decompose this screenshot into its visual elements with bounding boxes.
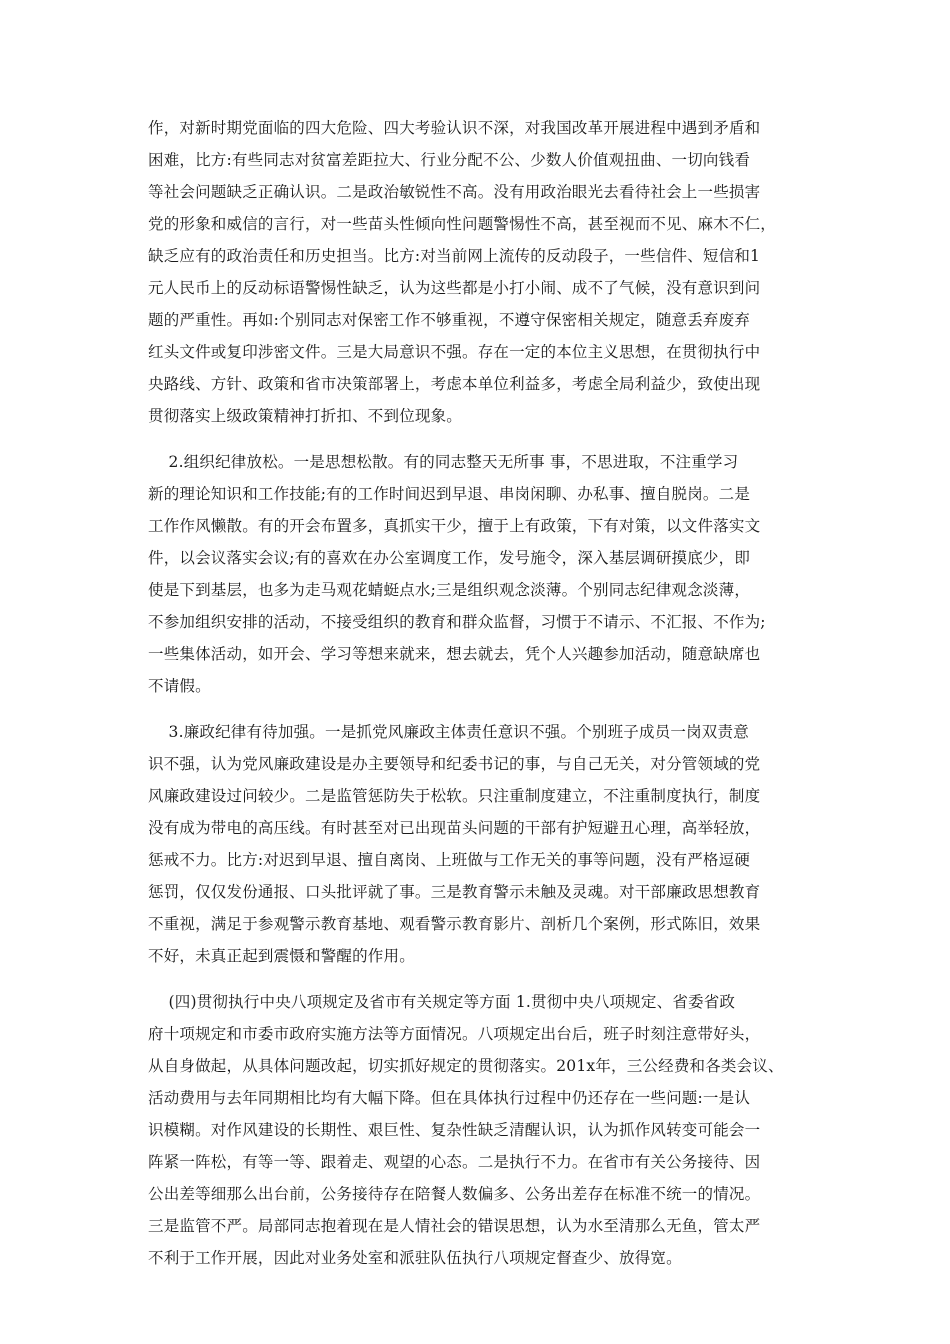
paragraph-3-line-8: 不好，未真正起到震慑和警醒的作用。 — [148, 947, 415, 965]
paragraph-2-line-4: 件，以会议落实会议;有的喜欢在办公室调度工作，发号施令，深入基层调研摸底少，即 — [148, 549, 751, 567]
paragraph-2-line-2: 新的理论知识和工作技能;有的工作时间迟到早退、串岗闲聊、办私事、擅自脱岗。二是 — [148, 485, 751, 503]
paragraph-1-line-7: 题的严重性。再如:个别同志对保密工作不够重视，不遵守保密相关规定，随意丢弃废弃 — [148, 311, 751, 329]
paragraph-4-line-8: 三是监管不严。局部同志抱着现在是人情社会的错误思想，认为水至清那么无鱼，管太严 — [148, 1217, 761, 1235]
paragraph-3-line-4: 没有成为带电的高压线。有时甚至对已出现苗头问题的干部有护短避丑心理，高举轻放， — [148, 819, 761, 837]
paragraph-1-line-1: 作，对新时期党面临的四大危险、四大考验认识不深，对我国改革开展进程中遇到矛盾和 — [148, 119, 761, 137]
paragraph-4-line-4: 活动费用与去年同期相比均有大幅下降。但在具体执行过程中仍还存在一些问题:一是认 — [148, 1089, 751, 1107]
paragraph-4-line-1: (四)贯彻执行中央八项规定及省市有关规定等方面 1.贯彻中央八项规定、省委省政 — [148, 993, 736, 1011]
paragraph-4-line-5: 识模糊。对作风建设的长期性、艰巨性、复杂性缺乏清醒认识，认为抓作风转变可能会一 — [148, 1121, 761, 1139]
paragraph-1-line-5: 缺乏应有的政治责任和历史担当。比方:对当前网上流传的反动段子，一些信件、短信和1 — [148, 247, 761, 265]
paragraph-2-line-1: 2.组织纪律放松。一是思想松散。有的同志整天无所事 事，不思进取，不注重学习 — [148, 453, 739, 471]
paragraph-4-line-2: 府十项规定和市委市政府实施方法等方面情况。八项规定出台后，班子时刻注意带好头， — [148, 1025, 761, 1043]
paragraph-4-line-6: 阵紧一阵松，有等一等、跟着走、观望的心态。二是执行不力。在省市有关公务接待、因 — [148, 1153, 761, 1171]
paragraph-3-line-5: 惩戒不力。比方:对迟到早退、擅自离岗、上班做与工作无关的事等问题，没有严格逗硬 — [148, 851, 751, 869]
paragraph-3-line-6: 惩罚，仅仅发份通报、口头批评就了事。三是教育警示未触及灵魂。对干部廉政思想教育 — [148, 883, 761, 901]
paragraph-3-line-1: 3.廉政纪律有待加强。一是抓党风廉政主体责任意识不强。个别班子成员一岗双责意 — [148, 723, 749, 741]
paragraph-3-line-3: 风廉政建设过问较少。二是监管惩防失于松软。只注重制度建立，不注重制度执行，制度 — [148, 787, 761, 805]
paragraph-1-line-2: 困难，比方:有些同志对贫富差距拉大、行业分配不公、少数人价值观扭曲、一切向钱看 — [148, 151, 751, 169]
paragraph-4-line-3: 从自身做起，从具体问题改起，切实抓好规定的贯彻落实。201x年，三公经费和各类会议、 — [148, 1057, 784, 1075]
paragraph-1-line-8: 红头文件或复印涉密文件。三是大局意识不强。存在一定的本位主义思想，在贯彻执行中 — [148, 343, 761, 361]
paragraph-4-line-7: 公出差等细那么出台前，公务接待存在陪餐人数偏多、公务出差存在标准不统一的情况。 — [148, 1185, 761, 1203]
paragraph-2-line-7: 一些集体活动，如开会、学习等想来就来，想去就去，凭个人兴趣参加活动，随意缺席也 — [148, 645, 761, 663]
paragraph-1-line-4: 党的形象和威信的言行，对一些苗头性倾向性问题警惕性不高，甚至视而不见、麻木不仁， — [148, 215, 777, 233]
paragraph-1-line-6: 元人民币上的反动标语警惕性缺乏，认为这些都是小打小闹、成不了气候，没有意识到问 — [148, 279, 761, 297]
paragraph-2-line-8: 不请假。 — [148, 677, 211, 695]
paragraph-3-line-2: 识不强，认为党风廉政建设是办主要领导和纪委书记的事，与自己无关，对分管领域的党 — [148, 755, 761, 773]
paragraph-4-line-9: 不利于工作开展，因此对业务处室和派驻队伍执行八项规定督查少、放得宽。 — [148, 1249, 682, 1267]
paragraph-2-line-3: 工作作风懒散。有的开会布置多，真抓实干少，擅于上有政策，下有对策，以文件落实文 — [148, 517, 761, 535]
paragraph-2-line-6: 不参加组织安排的活动，不接受组织的教育和群众监督，习惯于不请示、不汇报、不作为; — [148, 613, 766, 631]
paragraph-1-line-10: 贯彻落实上级政策精神打折扣、不到位现象。 — [148, 407, 463, 425]
paragraph-3-line-7: 不重视，满足于参观警示教育基地、观看警示教育影片、剖析几个案例，形式陈旧，效果 — [148, 915, 761, 933]
paragraph-1-line-3: 等社会问题缺乏正确认识。二是政治敏锐性不高。没有用政治眼光去看待社会上一些损害 — [148, 183, 761, 201]
paragraph-1-line-9: 央路线、方针、政策和省市决策部署上，考虑本单位利益多，考虑全局利益少，致使出现 — [148, 375, 761, 393]
paragraph-2-line-5: 使是下到基层，也多为走马观花蜻蜓点水;三是组织观念淡薄。个别同志纪律观念淡薄， — [148, 581, 751, 599]
